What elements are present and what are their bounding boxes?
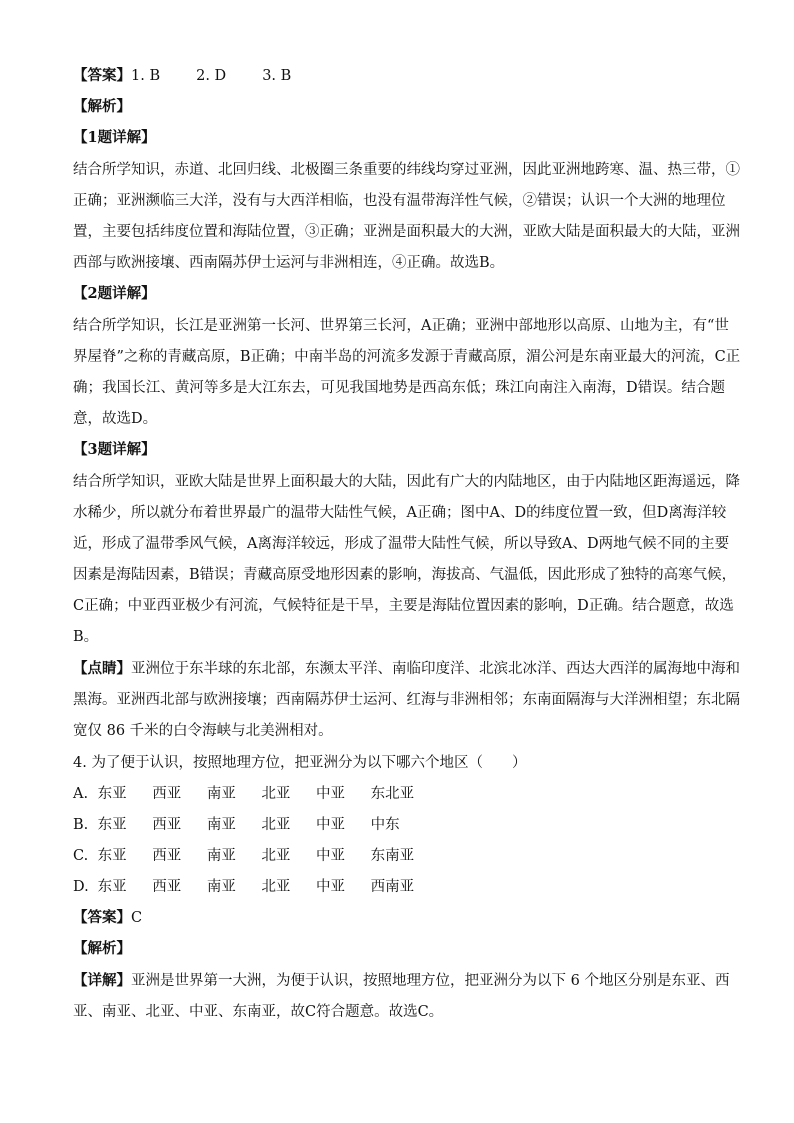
tip-text-1: 亚洲位于东半球的东北部，东濒太平洋、南临印度洋、北滨北冰洋、西达大西洋的属海地中海和: [131, 661, 740, 677]
tip-line-3: 宽仅 86 千米的白令海峡与北美洲相对。: [73, 723, 333, 739]
q1-detail-title: 【1题详解】: [73, 129, 156, 146]
q4-analysis-label: 解析: [87, 940, 117, 957]
q4-answer-line: [73, 908, 142, 928]
q4-detail-line-1: [73, 971, 730, 991]
q3-line-2: 水稀少，所以就分布着世界最广的温带大陆性气候，A正确；图中A、D的纬度位置一致，但D离海洋较: [73, 505, 727, 521]
option-item: 西亚: [152, 817, 182, 833]
option-item: 南亚: [206, 817, 236, 833]
option-item: 南亚: [206, 879, 236, 895]
q4-detail-text-1: 亚洲是世界第一大洲，为便于认识，按照地理方位，把亚洲分为以下 6 个地区分别是东亚、西: [131, 973, 730, 989]
answer-item-3: 3. B: [262, 68, 292, 84]
option-item: 中亚: [316, 848, 346, 864]
option-item: 南亚: [206, 848, 236, 864]
q1-line-4: 西部与欧洲接壤、西南隔苏伊士运河与非洲相连，④正确。故选B。: [73, 255, 505, 271]
q1-line-3: 置，主要包括纬度位置和海陆位置，③正确；亚洲是面积最大的大洲，亚欧大陆是面积最大的大陆，亚洲: [73, 224, 740, 240]
analysis-heading: 【解析】: [73, 98, 131, 115]
q3-line-5: C正确；中亚西亚极少有河流，气候特征是干旱，主要是海陆位置因素的影响，D正确。结合题意，故选: [73, 598, 734, 614]
q4-option-c: [73, 846, 421, 866]
q3-line-6: B。: [73, 629, 99, 645]
option-item: 东亚: [97, 786, 127, 802]
option-letter: D.: [73, 879, 89, 895]
q2-line-3: 确；我国长江、黄河等多是大江东去，可见我国地势是西高东低；珠江向南注入南海，D错误。结合题: [73, 380, 725, 396]
option-item: 东亚: [97, 817, 127, 833]
q4-detail-line-2: 亚、南亚、北亚、中亚、东南亚，故C符合题意。故选C。: [73, 1004, 444, 1020]
q2-line-1: 结合所学知识，长江是亚洲第一长河、世界第三长河，A正确；亚洲中部地形以高原、山地为主，有“世: [73, 318, 729, 334]
q3-line-1: 结合所学知识，亚欧大陆是世界上面积最大的大陆，因此有广大的内陆地区，由于内陆地区距海遥远，降: [73, 474, 740, 490]
option-item: 北亚: [261, 817, 291, 833]
q2-line-2: 界屋脊”之称的青藏高原，B正确；中南半岛的河流多发源于青藏高原，湄公河是东南亚最大的河流，C正: [73, 349, 741, 365]
option-letter: A.: [73, 786, 89, 802]
option-item: 西南亚: [370, 879, 415, 895]
option-item: 中亚: [316, 879, 346, 895]
q2-detail-title: 【2题详解】: [73, 285, 156, 302]
q3-line-4: 因素是海陆因素，B错误；青藏高原受地形因素的影响，海拔高、气温低，因此形成了独特的高寒气候，: [73, 567, 737, 583]
option-item: 东北亚: [370, 786, 415, 802]
answer-line-1-3: [73, 66, 291, 86]
option-item: 中亚: [316, 817, 346, 833]
option-letter: C.: [73, 848, 89, 864]
option-item: 中亚: [316, 786, 346, 802]
q2-line-4: 意，故选D。: [73, 411, 158, 427]
option-item: 东南亚: [370, 848, 415, 864]
option-item: 东亚: [97, 848, 127, 864]
analysis-label: 解析: [87, 98, 117, 115]
option-item: 西亚: [152, 879, 182, 895]
q4-option-d: [73, 877, 421, 897]
q4-detail-tag: 【详解】: [73, 972, 131, 989]
option-item: 北亚: [261, 879, 291, 895]
tip-line-1: [73, 659, 740, 679]
option-item: 北亚: [261, 786, 291, 802]
q4-answer: C: [131, 910, 143, 926]
tip-line-2: 黑海。亚洲西北部与欧洲接壤；西南隔苏伊士运河、红海与非洲相邻；东南面隔海与大洋洲相望；东北隔: [73, 692, 740, 708]
option-item: 北亚: [261, 848, 291, 864]
option-item: 西亚: [152, 848, 182, 864]
option-item: 西亚: [152, 786, 182, 802]
answer-tag: 【答案】: [73, 67, 131, 84]
q1-line-2: 正确；亚洲濒临三大洋，没有与大西洋相临，也没有温带海洋性气候，②错误；认识一个大洲的地理位: [73, 193, 726, 209]
q1-line-1: 结合所学知识，赤道、北回归线、北极圈三条重要的纬线均穿过亚洲，因此亚洲地跨寒、温、热三带，①: [73, 162, 740, 178]
option-item: 南亚: [206, 786, 236, 802]
q4-stem: 4. 为了便于认识，按照地理方位，把亚洲分为以下哪六个地区（ ）: [73, 755, 527, 771]
option-item: 东亚: [97, 879, 127, 895]
q3-detail-title: 【3题详解】: [73, 441, 156, 458]
answer-item-2: 2. D: [196, 68, 227, 84]
option-item: 中东: [370, 817, 400, 833]
tip-tag: 【点睛】: [73, 660, 131, 677]
option-letter: B.: [73, 817, 89, 833]
q4-answer-tag: 【答案】: [73, 909, 131, 926]
q4-option-a: [73, 784, 421, 804]
q4-analysis-heading: 【解析】: [73, 940, 131, 957]
q4-option-b: [73, 815, 421, 835]
answer-item-1: 1. B: [131, 68, 161, 84]
q3-line-3: 近，形成了温带季风气候，A离海洋较远，形成了温带大陆性气候，所以导致A、D两地气候不同的主要: [73, 536, 730, 552]
